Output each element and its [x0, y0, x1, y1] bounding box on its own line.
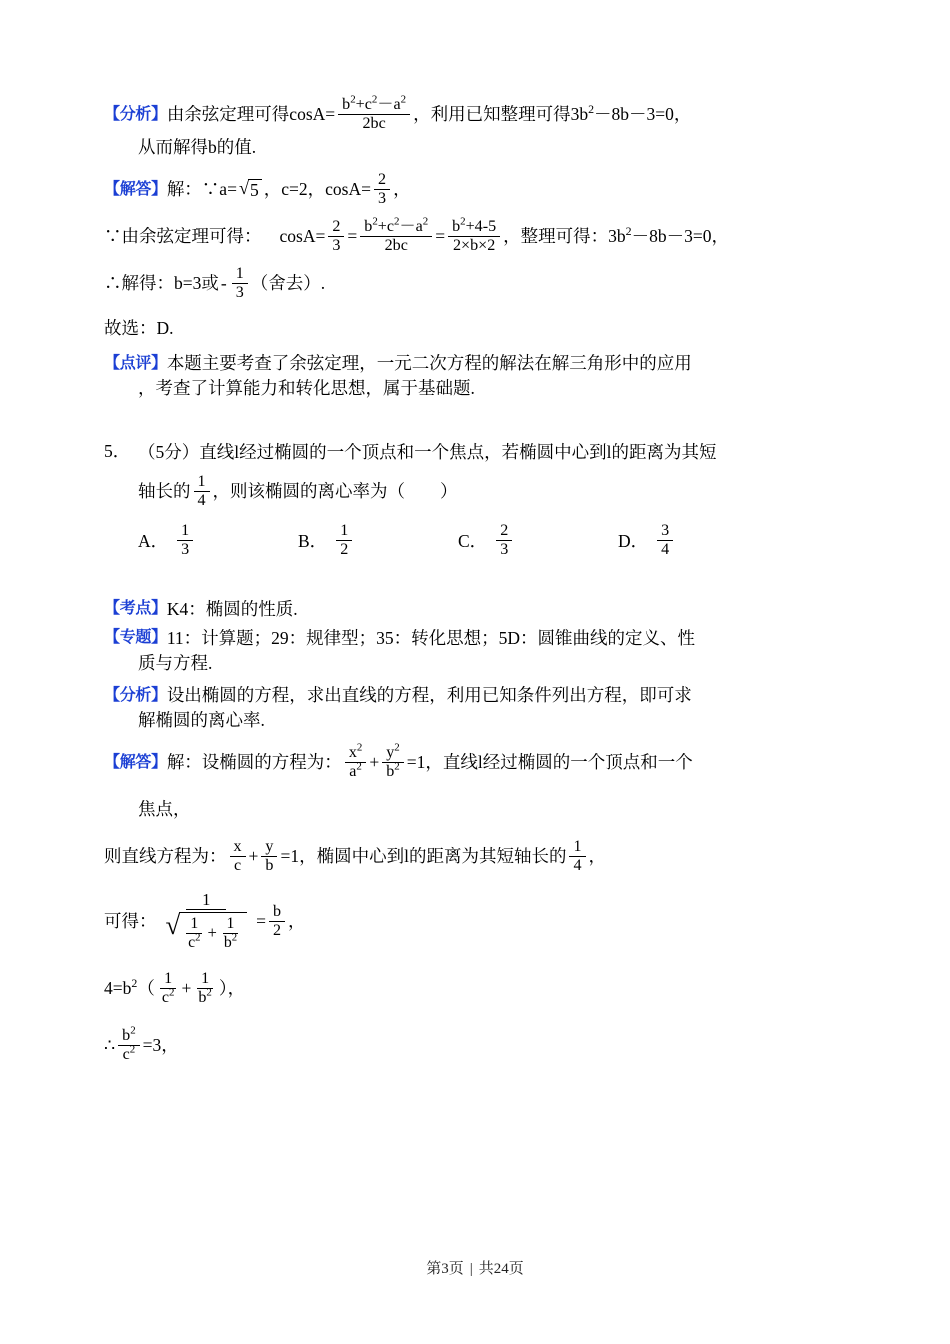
fraction-x2-a2: [345, 741, 367, 781]
question-body: [138, 438, 840, 509]
answer-line3-tail: （舍去）.: [250, 273, 326, 294]
answer5-line5-tail: ），: [218, 977, 246, 998]
choice-fraction: [336, 522, 352, 559]
fraction-one-over-c2: [158, 970, 179, 1007]
question-line-1: [138, 438, 840, 466]
comment-text-1: 本题主要考查了余弦定理，一元二次方程的解法在解三角形中的应用: [166, 352, 692, 373]
fraction-numerator: 1: [223, 915, 239, 934]
choice-label: B．: [298, 530, 328, 551]
answer5-line3-mid: ，椭圆中心到l的距离为其短轴长的: [299, 845, 567, 866]
fraction-numerator: x: [230, 838, 246, 857]
fraction-b-over-2: [269, 903, 285, 940]
equals-2: =: [435, 226, 446, 247]
answer5-line3-pre: 则直线方程为：: [104, 845, 227, 866]
comment-text-2: ，考查了计算能力和转化思想，属于基础题.: [138, 377, 475, 398]
answer-line-2: [104, 218, 840, 255]
answer5-line3-tail: ，: [588, 845, 607, 866]
fraction-numerator: y: [261, 838, 277, 857]
fraction-numerator: $b^2+c^2-a^2$: [360, 218, 432, 237]
answer5-line6-tail: =3，: [142, 1034, 179, 1055]
radical-sign: √: [165, 910, 181, 941]
choice-fraction: [657, 522, 673, 559]
fraction-numerator: 1: [186, 891, 226, 911]
choice-c[interactable]: [458, 522, 618, 559]
question-number: 5．: [104, 441, 131, 462]
footer-separator: |: [469, 1261, 473, 1277]
answer-lead: 解：∵a=: [166, 179, 237, 200]
zhuanti-text-1: 11：计算题；29：规律型；35：转化思想；5D：圆锥曲线的定义、性: [166, 627, 696, 648]
answer-line-1: [104, 171, 840, 208]
fraction-one-over-c2: [184, 915, 204, 951]
fraction-numerator: $y^2$: [382, 744, 404, 763]
answer-line-3: [104, 265, 840, 302]
answer-tag: 【解答】: [104, 181, 167, 199]
answer5-line6-pre: ∴: [104, 1034, 116, 1055]
answer5-line-3: [104, 838, 840, 875]
page-footer: [0, 1257, 950, 1278]
radicand: [179, 912, 247, 951]
fraction-one-third: [232, 265, 248, 302]
answer-line2-tail: ，整理可得：$3b^2-8b-3=0$，: [503, 224, 729, 247]
fraction-denominator: 4: [661, 540, 670, 558]
fraction-denominator: 2bc: [384, 237, 408, 255]
page-total: 共24页: [478, 1261, 524, 1277]
analysis-text-before: 由余弦定理可得cosA=: [166, 104, 336, 125]
choice-label: A．: [138, 530, 169, 551]
comment-block-4: [104, 353, 840, 402]
answer-tag: 【解答】: [104, 754, 167, 772]
fraction-numerator: 1: [336, 522, 352, 541]
analysis-tag: 【分析】: [104, 686, 167, 704]
zhuanti-text-2: 质与方程.: [138, 652, 213, 673]
fraction-numerator: 1: [177, 522, 193, 541]
analysis-line-2: 从而解得b的值.: [138, 137, 257, 158]
answer5-line4-tail: ，: [288, 910, 306, 931]
fraction-denominator: $a^2$: [349, 760, 362, 781]
kaodian-line: [104, 599, 840, 620]
choice-d[interactable]: [618, 522, 778, 559]
fraction-denominator: 4: [197, 491, 206, 509]
answer-line2-pre: ∵由余弦定理可得：: [104, 226, 262, 247]
question-line-2: [138, 473, 840, 510]
question-5: [104, 438, 840, 509]
zhuanti-tag: 【专题】: [104, 629, 167, 647]
fraction-denominator: 2bc: [362, 115, 386, 133]
fraction-denominator: $b^2$: [223, 931, 238, 951]
plus-sign: +: [248, 845, 259, 866]
fraction-denominator: $c^2$: [161, 986, 175, 1006]
minus-sign: -: [220, 273, 227, 294]
kaodian-text: K4：椭圆的性质.: [166, 598, 298, 619]
fraction-numerator: 2: [328, 218, 344, 237]
fraction-y2-b2: [382, 741, 404, 781]
fraction-denominator: 3: [235, 284, 244, 302]
fraction-numerator: $b^2+c^2-a^2$: [338, 96, 410, 115]
fraction-two-thirds: [328, 218, 344, 255]
choice-fraction: [496, 522, 512, 559]
question-score: （5分）: [138, 442, 200, 463]
fraction-numerator: b: [269, 903, 285, 922]
question-text-2-pre: 轴长的: [138, 480, 191, 501]
fraction-denominator: $c^2$: [188, 931, 201, 951]
analysis-line-1: [104, 93, 840, 133]
fraction-numerator: 2: [496, 522, 512, 541]
plus-sign: +: [207, 923, 217, 943]
choice-a[interactable]: [138, 522, 298, 559]
answer5-line5-pre: $4=b^2$（: [104, 975, 155, 998]
fraction-denominator: 3: [332, 237, 341, 255]
answer-block-4: [104, 171, 840, 342]
fraction-x-c: [230, 838, 246, 875]
fraction-denominator: b: [265, 856, 274, 874]
fraction-cosA: [338, 93, 410, 133]
comment-line-1: [104, 353, 840, 374]
choice-fraction: [177, 522, 193, 559]
kaodian-block-5: [104, 599, 840, 620]
fraction-denominator: [160, 910, 254, 951]
fraction-b2-over-c2: [118, 1024, 140, 1064]
answer-line3-pre: ∴解得：b=3或: [104, 273, 219, 294]
fraction-one-fourth: [569, 838, 585, 875]
fraction-denominator: 3: [500, 540, 509, 558]
analysis-text-after: ，利用已知整理可得$3b^2-8b-3=0$，: [413, 102, 692, 125]
answer5-tail: ，直线l经过椭圆的一个顶点和一个: [425, 752, 693, 773]
fraction-denominator: 3: [181, 540, 190, 558]
equals-sign: =: [256, 910, 266, 931]
fraction-substituted: [448, 218, 500, 255]
answer5-line-6: [104, 1024, 840, 1064]
fraction-numerator: 3: [657, 522, 673, 541]
comment-tag: 【点评】: [104, 354, 167, 372]
fraction-numerator: 2: [374, 171, 390, 190]
radical-5: [239, 179, 262, 201]
fraction-one-over-b2: [194, 970, 216, 1007]
answer5-line-5: [104, 970, 840, 1007]
fraction-denominator: 2×b×2: [452, 237, 496, 255]
fraction-denominator: 2: [340, 540, 349, 558]
plus-sign: +: [369, 752, 380, 773]
fraction-denominator: c: [233, 856, 242, 874]
analysis5-text-1: 设出椭圆的方程，求出直线的方程，利用已知条件列出方程，即可求: [166, 684, 692, 705]
analysis-block-5: [104, 685, 840, 734]
answer5-line4-pre: 可得：: [104, 910, 157, 931]
plus-sign: +: [181, 977, 192, 998]
fraction-denominator: 3: [378, 190, 387, 208]
answer5-lead: 解：设椭圆的方程为：: [166, 752, 342, 773]
answer-block-5: [104, 741, 840, 1063]
fraction-numerator: $b^2+4-5$: [448, 218, 500, 237]
equals-one: =1: [280, 845, 300, 866]
fraction-numerator: 1: [194, 473, 210, 492]
answer-line-4: 故选：D.: [104, 318, 174, 339]
page-current: 第3页: [426, 1261, 464, 1277]
fraction-numerator: 1: [232, 265, 248, 284]
equals-one: =1: [406, 752, 426, 773]
answer-line2-cos: cosA=: [279, 226, 326, 247]
fraction-one-fourth: [194, 473, 210, 510]
fraction-one-over-b2: [220, 915, 241, 951]
equals-1: =: [347, 226, 358, 247]
analysis5-text-2: 解椭圆的离心率.: [138, 709, 265, 730]
choice-label: D．: [618, 530, 649, 551]
fraction-distance-expression: [160, 891, 254, 952]
answer5-line-4: [104, 891, 840, 952]
analysis-block-4: [104, 93, 840, 161]
analysis5-line-1: [104, 685, 840, 706]
fraction-numerator: $b^2$: [118, 1027, 140, 1046]
fraction-cos-value: [374, 171, 390, 208]
fraction-numerator: 1: [186, 915, 202, 934]
fraction-y-b: [261, 838, 277, 875]
choice-b[interactable]: [298, 522, 458, 559]
answer-tail: ，: [393, 179, 411, 200]
answer-choices: [104, 522, 840, 559]
fraction-denominator: $b^2$: [198, 986, 212, 1006]
radical-sign: √: [238, 177, 250, 198]
fraction-numerator: $x^2$: [345, 744, 367, 763]
answer-mid: ，c=2，cosA=: [263, 179, 372, 200]
fraction-denominator: 4: [573, 856, 582, 874]
fraction-law-of-cosines: [360, 218, 432, 255]
fraction-denominator: $b^2$: [386, 760, 400, 781]
kaodian-tag: 【考点】: [104, 600, 167, 618]
zhuanti-block-5: [104, 628, 840, 677]
fraction-numerator: 1: [569, 838, 585, 857]
analysis-tag: 【分析】: [104, 105, 167, 123]
fraction-denominator: 2: [272, 921, 282, 939]
fraction-denominator: $c^2$: [122, 1043, 136, 1063]
answer5-line-2: 焦点，: [138, 799, 191, 820]
fraction-numerator: 1: [197, 970, 213, 989]
radical-sum: [166, 912, 248, 951]
choice-label: C．: [458, 530, 488, 551]
question-text-1: 直线l经过椭圆的一个顶点和一个焦点，若椭圆中心到l的距离为其短: [199, 442, 717, 463]
fraction-numerator: 1: [160, 970, 176, 989]
zhuanti-line-1: [104, 628, 840, 649]
radicand: 5: [248, 179, 262, 201]
question-text-2-post: ，则该椭圆的离心率为（ ）: [212, 480, 458, 501]
answer5-line-1: [104, 741, 840, 781]
